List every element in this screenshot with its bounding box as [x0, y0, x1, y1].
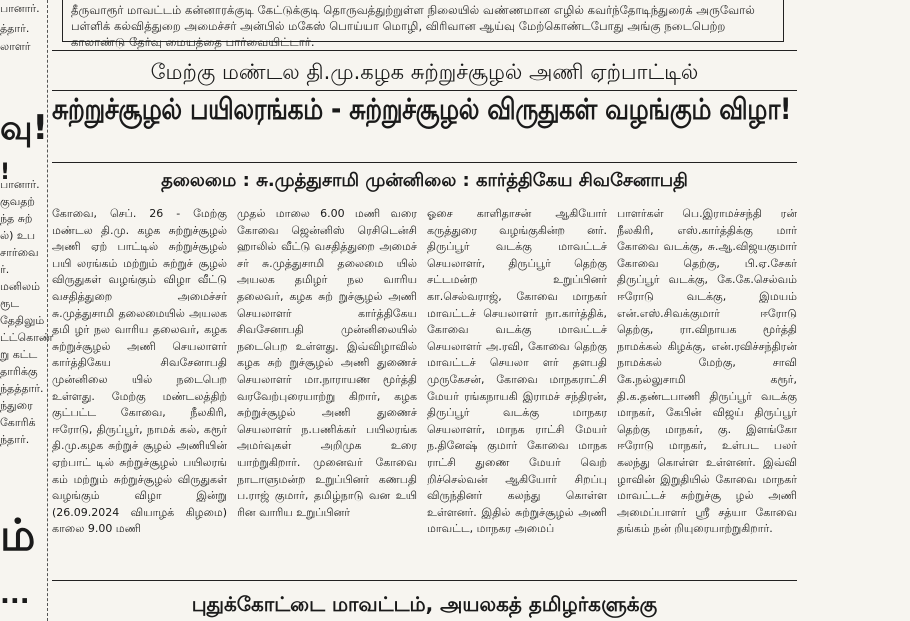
- fragment-line: ந்துரை: [0, 399, 33, 412]
- fragment-line: லாளர்: [0, 40, 31, 53]
- fragment-line: த்தார்.: [0, 22, 30, 35]
- fragment-line: ந்தார்.: [0, 433, 30, 446]
- column-text: கோவை, செப். 26 - மேற்கு மண்டல தி.மு. கழக சுற்றுச்சூழல் அணி ஏற் பாட்டில் சுற்றுச்சூழல் பயி லரங்கம் மற்றும் சுற்றுச் சூழல் விருதுகள் வழங்கும் விழா வீட்டு வசதித்துறை அமைச்சர் சு.முத்துசாமி தலைமையில் அயலக தமி ழர் நல வாரிய தலைவர், கழக சுற்றுச்சூழல் அணி செயலாளர் கார்த்திகேய சிவசேனாபதி முன்னிலை யில் நடைபெற உள்ளது. மேற்கு மண்டலத்திற் குட்பட்ட கோவை, நீலகிரி, ஈரோடு, திருப்பூர், நாமக் கல், கரூர் தி.மு.கழக சுற்றுச் சூழல் அணியின் ஏற்பாட் டில் சுற்றுச்சூழல் பயிலரங் கம் மற்றும் சுற்றுச்சூழல் விருதுகள் வழங்கும் விழா இன்று (26.09.2024 வியாழக் கிழமை) காலை 9.00 மணி: [52, 207, 227, 536]
- fragment-headline: ...: [0, 580, 30, 610]
- section-rule: [52, 162, 797, 163]
- article-column-2: [237, 206, 417, 572]
- fragment-line: று கட்ட: [0, 348, 38, 361]
- fragment-line: ர்.: [0, 263, 10, 276]
- fragment-line: ல்) உப: [0, 229, 36, 242]
- fragment-line: பானார்.: [0, 178, 40, 191]
- section-rule: [52, 90, 797, 91]
- top-news-box: [62, 0, 784, 49]
- column-divider: [47, 0, 48, 621]
- article-column-1: [52, 206, 227, 572]
- fragment-line: ந்தத்தார்.: [0, 382, 44, 395]
- article-body: [52, 206, 797, 572]
- adjacent-column-fragment: [0, 0, 53, 621]
- fragment-line: கோரிக்: [0, 416, 36, 429]
- top-box-line: தீருவாரூர் மாவட்டம் கன்னாரக்குடி கேட்டுக்குடி தொருவத்துற்றுள்ள நிலையில் வண்ணமான எழில் கவர்ந்தோடிந்துரைக் அருவோல்: [71, 3, 755, 17]
- fragment-line: சார்வை: [0, 246, 39, 259]
- column-text: முதல் மாலை 6.00 மணி வரை கோவை ஜென்னிஸ் ரெசிடென்சி ஹாலில் வீட்டு வசதித்துறை அமைச் சர் சு.முத்துசாமி தலைமை யில் அயலக தமிழர் நல வாரிய தலைவர், கழக சுற் றுச்சூழல் அணி செயலாளர் கார்த்திகேய சிவசேனாபதி முன்னிலையில் நடைபெற உள்ளது. இவ்விழாவில் கழக சுற் றுச்சூழல் அணி துணைச் செயலாளர் மா.நாராயண மூர்த்தி வரவேற்புரையாற்று கிறார், கழக சுற்றுச்சூழல் அணி துணைச் செயலாளர் ந.பணிக்கர் பயிலரங்க அமர்வுகள் அறிமுக உரை யாற்றுகிறார். முனைவர் கோவை நாடாளுமன்ற உறுப்பினர் கணபதி ப.ராஜ் குமார், தமிழ்நாடு வன உயி ரின வாரிய உறுப்பினர்: [237, 207, 417, 519]
- fragment-line: மனிலம்: [0, 280, 40, 293]
- fragment-line: ரூட: [0, 297, 20, 310]
- section-rule: [52, 50, 797, 51]
- kicker-heading: மேற்கு மண்டல தி.மு.கழக சுற்றுச்சூழல் அணி ஏற்பாட்டில்: [150, 60, 699, 84]
- top-box-line: காலாண்டு தேர்வு மையத்தை பார்வையிட்டார்.: [71, 35, 315, 49]
- fragment-headline: !: [0, 160, 11, 185]
- article-column-4: [617, 206, 797, 572]
- fragment-headline: ம்: [0, 510, 36, 561]
- section-rule: [52, 580, 797, 581]
- fragment-line: ட்ட்கொண்: [0, 331, 53, 344]
- fragment-line: குவதற்: [0, 195, 35, 208]
- main-headline: சுற்றுச்சூழல் பயிலரங்கம் - சுற்றுச்சூழல் விருதுகள் வழங்கும் விழா!: [52, 92, 791, 126]
- article-subheading: தலைமை : சு.முத்துசாமி முன்னிலை : கார்த்திகேய சிவசேனாபதி: [161, 170, 688, 191]
- fragment-line: தாரிக்கு: [0, 365, 38, 378]
- column-text: ஓசை காளிதாசன் ஆகியோர் கருத்துரை வழங்குகின்ற னர். திருப்பூர் வடக்கு மாவட்டச் செயலாளர், திருப்பூர் தெற்கு சட்டமன்ற உறுப்பினர் கா.செல்வராஜ், கோவை மாநகர் மாவட்டச் செயலாளர் நா.கார்த்திக், கோவை வடக்கு மாவட்டச் செயலாளர் அ.ரவி, கோவை தெற்கு மாவட்டச் செயலா ளர் தளபதி முருகேசன், கோவை மாநகராட்சி மேயர் ரங்கநாயகி இராமச் சந்திரன், திருப்பூர் வடக்கு மாநகர செயலாளர், மாநக ராட்சி மேயர் ந.தினேஷ் குமார் கோவை மாநக ராட்சி துணை மேயர் வெற் றிச்செல்வன் ஆகியோர் சிறப்பு விருந்தினர் கலந்து கொள்ள உள்ளனர். இதில் சுற்றுச்சூழல் அணி மாவட்ட, மாநகர அமைப்: [427, 207, 607, 536]
- top-box-line: பள்ளிக் கல்வித்துறை அமைச்சர் அன்பில் மகேஸ் பொய்யா மொழி, விரிவான ஆய்வு மேற்கொண்டபோது அங்கு நடைபெற்ற: [71, 19, 726, 33]
- article-column-3: [427, 206, 607, 572]
- next-story-headline: புதுக்கோட்டை மாவட்டம், அயலகத் தமிழர்களுக்கு: [191, 592, 658, 616]
- column-text: பாளர்கள் பெ.இராமச்சந்தி ரன் நீலகிரி, எஸ்.கார்த்திக்கு மார் கோவை வடக்கு, சு.ஆ.விஜயகுமார் கோவை தெற்கு, பி.ஏ.சேகர் திருப்பூர் வடக்கு, கே.கே.செல்வம் ஈரோடு வடக்கு, இமயம் என்.எஸ்.சிவக்குமார் ஈரோடு தெற்கு, ரா.விநாயக மூர்த்தி நாமக்கல் கிழக்கு, என்.ரவிச்சந்திரன் நாமக்கல் மேற்கு, சாவி கே.நல்லுசாமி கரூர், தி.க.தண்டபாணி திருப்பூர் வடக்கு மாநகர், கேபின் விஜய் திருப்பூர் தெற்கு மாநகர், கு. இளங்கோ ஈரோடு மாநகர், உள்பட பலர் கலந்து கொள்ள உள்ளனர். இவ்வி ழாவின் இறுதியில் கோவை மாநகர் மாவட்டச் சுற்றுச்சூ ழல் அணி அமைப்பாளர் ஸ்ரீ சத்யா கோவை தங்கம் நன் றியுரையாற்றுகிறார்.: [617, 207, 797, 536]
- fragment-line: தேதிலும்: [0, 314, 45, 327]
- fragment-line: ந்த சுற்: [0, 212, 33, 225]
- fragment-headline: வு!: [0, 108, 49, 148]
- fragment-line: பானார்.: [0, 2, 40, 15]
